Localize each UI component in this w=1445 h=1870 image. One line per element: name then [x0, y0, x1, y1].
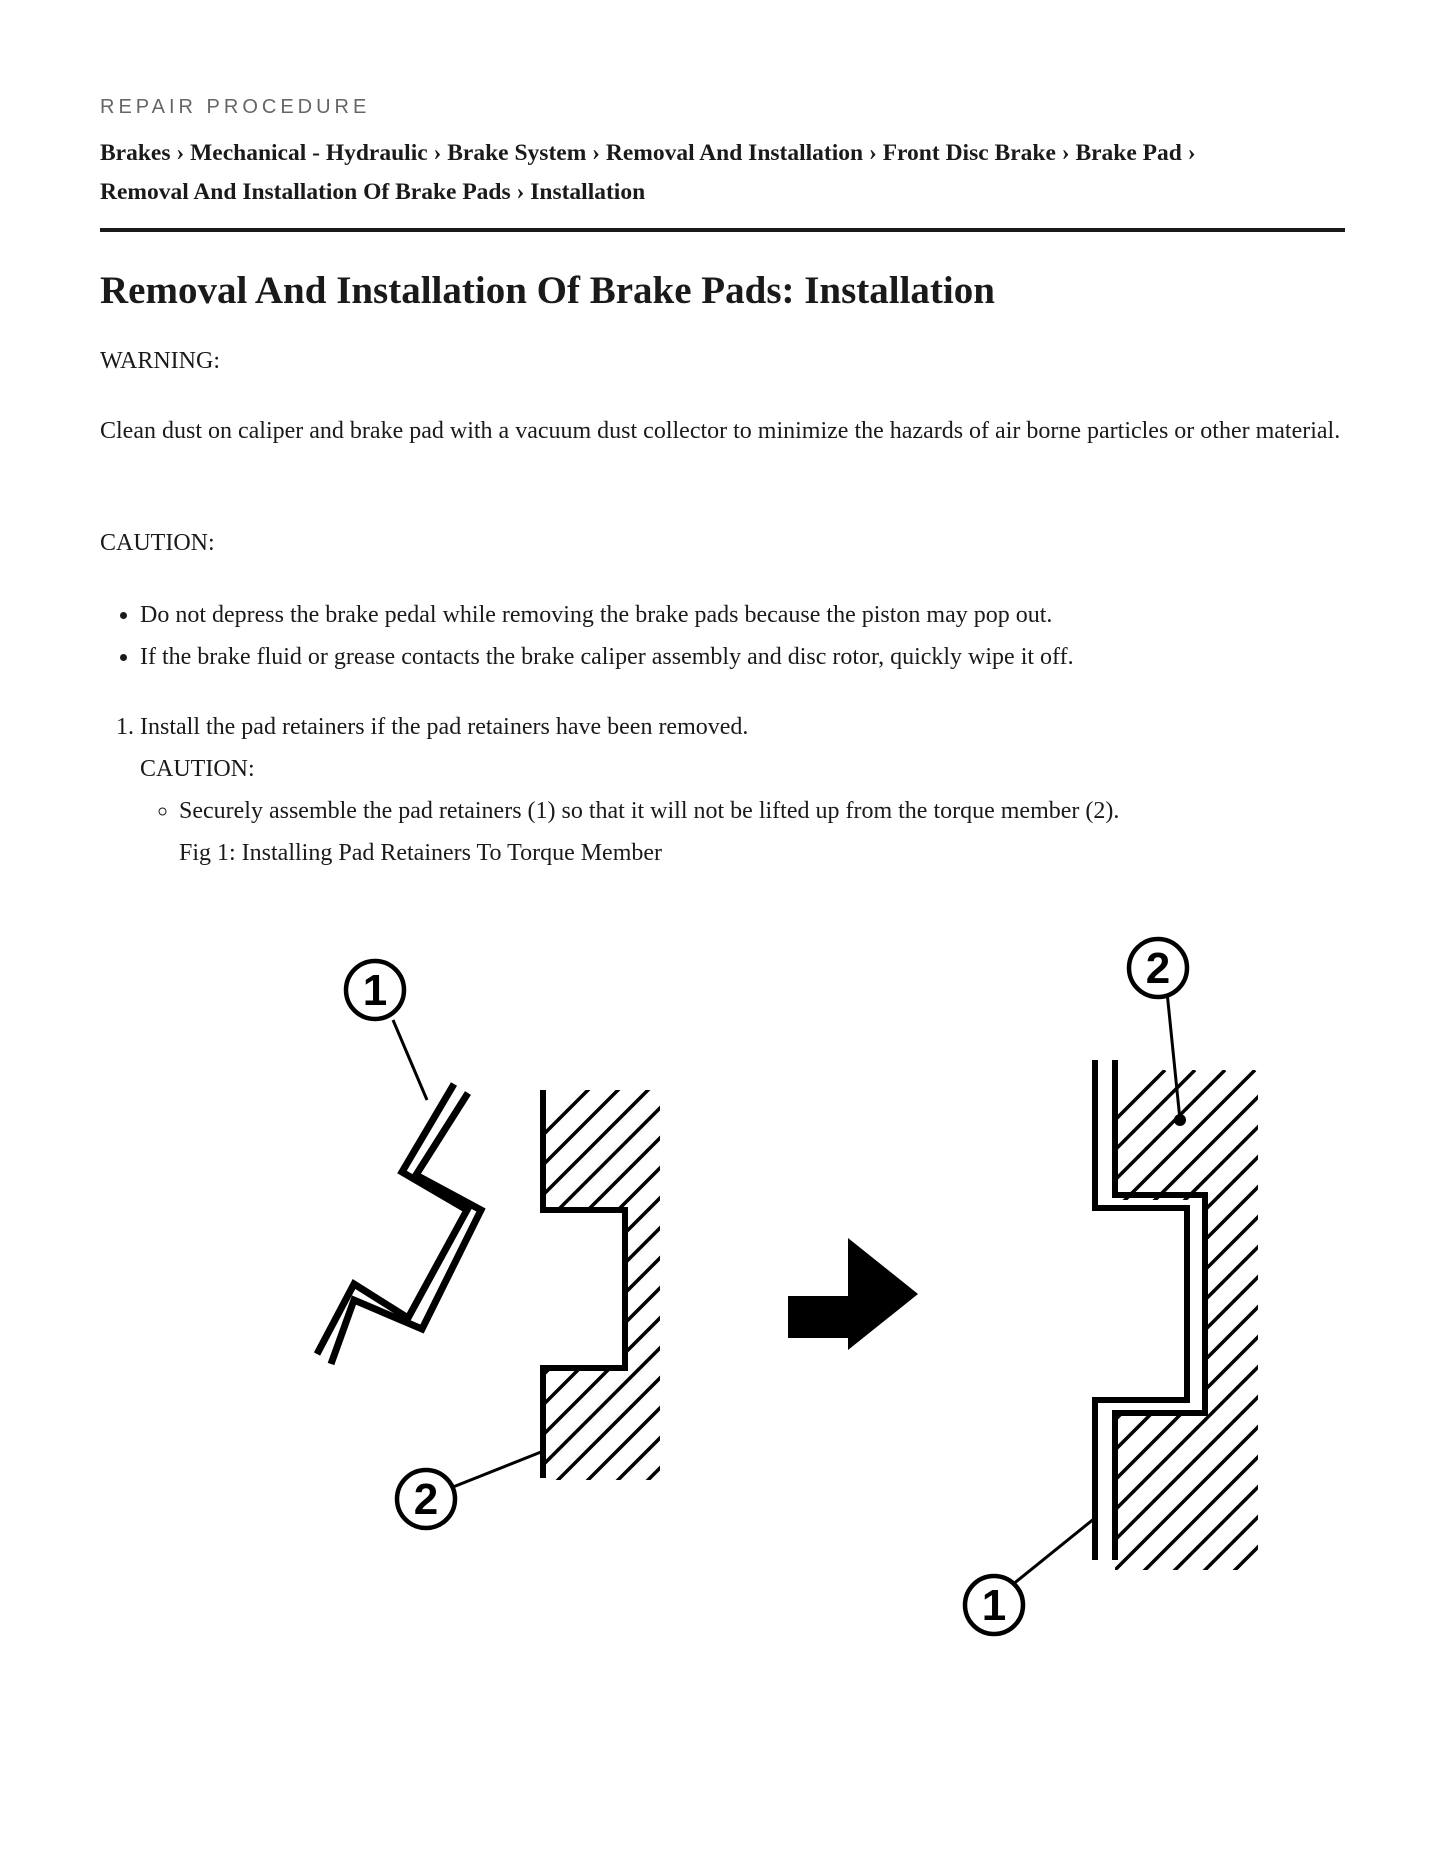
breadcrumb [100, 134, 1345, 212]
breadcrumb-current: Installation [530, 179, 646, 205]
breadcrumb-item[interactable]: Removal And Installation Of Brake Pads [100, 179, 511, 205]
breadcrumb-separator: › [176, 140, 185, 166]
breadcrumb-item[interactable]: Mechanical - Hydraulic [190, 140, 428, 166]
procedure-step [140, 706, 1119, 874]
page-title: Removal And Installation Of Brake Pads: Installation [100, 269, 995, 312]
breadcrumb-item[interactable]: Brake Pad [1075, 140, 1182, 166]
callout-number: 2 [1145, 944, 1171, 993]
procedure-steps [100, 706, 1119, 874]
pad-retainer-figure [260, 920, 1260, 1670]
caution-item: • If the brake fluid or grease contacts the brake caliper assembly and disc rotor, quickly wipe it off. [140, 636, 1074, 678]
step-caution-item [179, 790, 1119, 874]
breadcrumb-separator: › [433, 140, 442, 166]
breadcrumb-item[interactable]: Brakes [100, 140, 171, 166]
breadcrumb-separator: › [1187, 140, 1196, 166]
callout-retainer-right [965, 1518, 1095, 1634]
callout-number: 1 [981, 1581, 1007, 1630]
breadcrumb-item[interactable]: Front Disc Brake [882, 140, 1056, 166]
caution-label: CAUTION: [100, 530, 215, 556]
retainer-before [317, 1084, 481, 1364]
breadcrumb-separator: › [592, 140, 600, 166]
step-text: 1. Install the pad retainers if the pad retainers have been removed. [140, 714, 749, 740]
torque-member-before [543, 1085, 683, 1585]
section-eyebrow: REPAIR PROCEDURE [100, 96, 371, 118]
breadcrumb-item[interactable]: Brake System [447, 140, 587, 166]
header-divider [100, 228, 1345, 232]
warning-label: WARNING: [100, 348, 220, 374]
breadcrumb-separator: › [1061, 140, 1070, 166]
installation-diagram [260, 920, 1260, 1670]
breadcrumb-item[interactable]: Removal And Installation [605, 140, 864, 166]
warning-text: Clean dust on caliper and brake pad with a vacuum dust collector to minimize the hazards of air borne particles or other material. [100, 418, 1341, 444]
callout-torque-left [397, 1452, 541, 1528]
step-caution-text: ◦ Securely assemble the pad retainers (1) so that it will not be lifted up from the torque member (2). [179, 798, 1120, 824]
callout-number: 2 [413, 1475, 439, 1524]
caution-item: • Do not depress the brake pedal while removing the brake pads because the piston may pop out. [140, 594, 1074, 636]
callout-retainer-left [346, 961, 427, 1100]
step-caution-list [140, 790, 1119, 874]
step-caution-label: CAUTION: [140, 756, 255, 782]
breadcrumb-separator: › [516, 179, 525, 205]
figure-caption: Fig 1: Installing Pad Retainers To Torque Member [179, 840, 663, 866]
callout-number: 1 [362, 966, 388, 1015]
breadcrumb-separator: › [868, 140, 877, 166]
caution-list [100, 594, 1074, 678]
arrow-right-icon [788, 1238, 918, 1350]
